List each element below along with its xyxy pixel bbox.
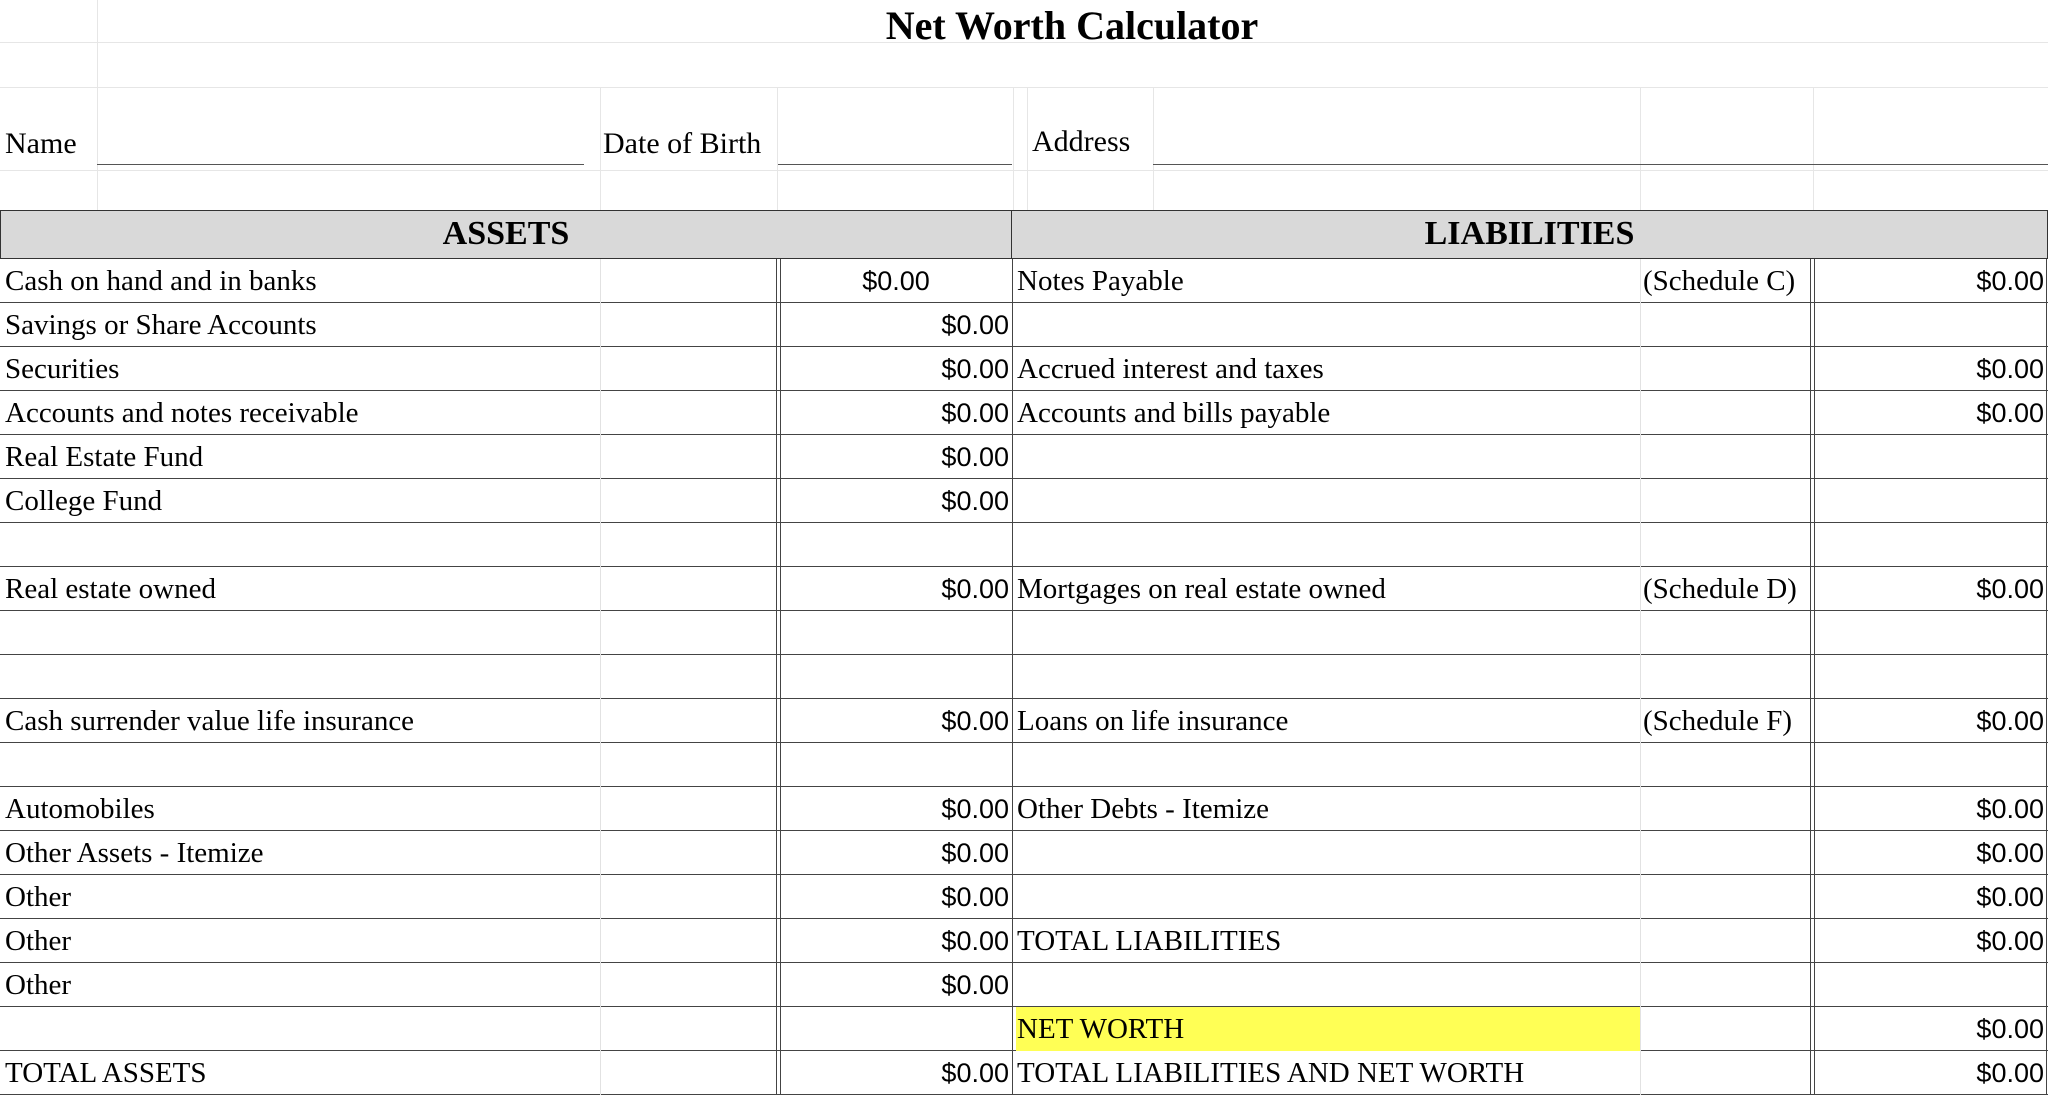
dob-label: Date of Birth bbox=[603, 127, 762, 160]
gridline bbox=[600, 611, 601, 655]
column-divider bbox=[2046, 259, 2047, 303]
gridline bbox=[600, 87, 601, 210]
gridline bbox=[1640, 259, 1641, 303]
column-divider bbox=[2046, 743, 2047, 787]
liability-value[interactable]: $0.00 bbox=[1976, 706, 2044, 736]
asset-value[interactable] bbox=[777, 655, 1009, 699]
column-divider bbox=[1012, 655, 1013, 699]
table-row bbox=[0, 523, 2048, 567]
asset-value[interactable] bbox=[777, 1007, 1009, 1051]
table-row bbox=[0, 699, 2048, 743]
table-row bbox=[0, 435, 2048, 479]
asset-label: Cash on hand and in banks bbox=[5, 265, 317, 297]
column-divider bbox=[1012, 1007, 1013, 1051]
gridline bbox=[1813, 87, 1814, 210]
gridline bbox=[600, 303, 601, 347]
liability-value[interactable] bbox=[1813, 655, 2044, 699]
asset-value[interactable]: $0.00 bbox=[941, 442, 1009, 472]
table-row bbox=[0, 611, 2048, 655]
gridline bbox=[777, 87, 778, 210]
asset-label: Securities bbox=[5, 353, 120, 385]
gridline bbox=[1640, 567, 1641, 611]
column-divider bbox=[2046, 435, 2047, 479]
table-row bbox=[0, 963, 2048, 1007]
liability-label: NET WORTH bbox=[1017, 1013, 1185, 1045]
gridline bbox=[600, 963, 601, 1007]
gridline bbox=[600, 347, 601, 391]
asset-value[interactable]: $0.00 bbox=[941, 970, 1009, 1000]
gridline bbox=[1640, 655, 1641, 699]
column-divider bbox=[2046, 699, 2047, 743]
address-input[interactable] bbox=[1153, 164, 2048, 165]
gridline bbox=[1640, 303, 1641, 347]
gridline bbox=[1640, 787, 1641, 831]
table-row bbox=[0, 1007, 2048, 1051]
column-divider bbox=[2046, 611, 2047, 655]
column-divider bbox=[2046, 347, 2047, 391]
column-divider bbox=[2046, 523, 2047, 567]
name-input[interactable] bbox=[97, 164, 584, 165]
column-divider bbox=[2046, 1007, 2047, 1051]
liability-label: TOTAL LIABILITIES bbox=[1017, 925, 1282, 957]
table-row bbox=[0, 303, 2048, 347]
column-divider bbox=[1012, 963, 1013, 1007]
table-row bbox=[0, 875, 2048, 919]
asset-label: Other bbox=[5, 881, 72, 913]
liability-value[interactable]: $0.00 bbox=[1976, 1014, 2044, 1044]
liability-label: Accrued interest and taxes bbox=[1017, 353, 1324, 385]
asset-label: Cash surrender value life insurance bbox=[5, 705, 415, 737]
asset-label: College Fund bbox=[5, 485, 163, 517]
gridline bbox=[600, 391, 601, 435]
column-divider bbox=[2046, 391, 2047, 435]
asset-label: Accounts and notes receivable bbox=[5, 397, 359, 429]
column-divider bbox=[1012, 523, 1013, 567]
name-label: Name bbox=[5, 127, 77, 160]
asset-label: Other bbox=[5, 925, 72, 957]
column-divider bbox=[1012, 699, 1013, 743]
gridline bbox=[600, 875, 601, 919]
asset-value[interactable] bbox=[777, 743, 1009, 787]
gridline bbox=[1640, 479, 1641, 523]
column-divider bbox=[2046, 1051, 2047, 1095]
gridline bbox=[600, 699, 601, 743]
table-row bbox=[0, 1051, 2048, 1095]
gridline bbox=[1640, 435, 1641, 479]
column-divider bbox=[2046, 567, 2047, 611]
asset-value[interactable]: $0.00 bbox=[941, 354, 1009, 384]
gridline bbox=[600, 567, 601, 611]
gridline bbox=[0, 170, 2048, 171]
column-divider bbox=[2046, 919, 2047, 963]
liability-value[interactable]: $0.00 bbox=[1976, 354, 2044, 384]
gridline bbox=[1640, 391, 1641, 435]
asset-value[interactable]: $0.00 bbox=[941, 486, 1009, 516]
gridline bbox=[600, 743, 601, 787]
asset-value[interactable]: $0.00 bbox=[941, 794, 1009, 824]
gridline bbox=[1027, 87, 1028, 210]
gridline bbox=[600, 523, 601, 567]
assets-header: ASSETS bbox=[0, 210, 1012, 259]
gridline bbox=[600, 1007, 601, 1051]
table-row bbox=[0, 259, 2048, 303]
gridline bbox=[600, 259, 601, 303]
gridline bbox=[1153, 87, 1154, 210]
dob-input[interactable] bbox=[778, 164, 1012, 165]
asset-value[interactable]: $0.00 bbox=[941, 310, 1009, 340]
column-divider bbox=[1012, 435, 1013, 479]
asset-value[interactable]: $0.00 bbox=[941, 574, 1009, 604]
liability-label: TOTAL LIABILITIES AND NET WORTH bbox=[1017, 1057, 1525, 1089]
liability-label: Loans on life insurance bbox=[1017, 705, 1289, 737]
liability-value[interactable]: $0.00 bbox=[1976, 926, 2044, 956]
gridline bbox=[1640, 875, 1641, 919]
column-divider bbox=[1012, 347, 1013, 391]
gridline bbox=[0, 87, 2048, 88]
gridline bbox=[1640, 1007, 1641, 1051]
liability-label: Other Debts - Itemize bbox=[1017, 793, 1270, 825]
asset-value[interactable]: $0.00 bbox=[941, 706, 1009, 736]
gridline bbox=[1640, 1051, 1641, 1095]
asset-value[interactable]: $0.00 bbox=[941, 882, 1009, 912]
liability-schedule: (Schedule C) bbox=[1643, 265, 1796, 297]
liability-value[interactable]: $0.00 bbox=[1976, 838, 2044, 868]
column-divider bbox=[1012, 391, 1013, 435]
column-divider bbox=[1012, 303, 1013, 347]
column-divider bbox=[1012, 875, 1013, 919]
gridline bbox=[1640, 347, 1641, 391]
asset-value[interactable]: $0.00 bbox=[862, 266, 930, 296]
asset-label: Real Estate Fund bbox=[5, 441, 204, 473]
liability-value[interactable] bbox=[1813, 303, 2044, 347]
liability-value[interactable] bbox=[1813, 963, 2044, 1007]
gridline bbox=[600, 479, 601, 523]
column-divider bbox=[2046, 655, 2047, 699]
liability-value[interactable] bbox=[1813, 523, 2044, 567]
column-divider bbox=[1012, 1051, 1013, 1095]
table-row bbox=[0, 831, 2048, 875]
table-row bbox=[0, 655, 2048, 699]
gridline bbox=[1640, 87, 1641, 210]
column-divider bbox=[1012, 479, 1013, 523]
gridline bbox=[1013, 87, 1014, 210]
table-row bbox=[0, 391, 2048, 435]
table-row bbox=[0, 919, 2048, 963]
liability-value[interactable] bbox=[1813, 743, 2044, 787]
liability-schedule: (Schedule D) bbox=[1643, 573, 1797, 605]
asset-value[interactable]: $0.00 bbox=[941, 398, 1009, 428]
asset-label: TOTAL ASSETS bbox=[5, 1057, 207, 1089]
table-row bbox=[0, 479, 2048, 523]
liability-label: Mortgages on real estate owned bbox=[1017, 573, 1386, 605]
column-divider bbox=[1012, 567, 1013, 611]
column-divider bbox=[1012, 919, 1013, 963]
gridline bbox=[600, 919, 601, 963]
asset-label: Real estate owned bbox=[5, 573, 216, 605]
column-divider bbox=[1012, 831, 1013, 875]
table-row bbox=[0, 347, 2048, 391]
page-title: Net Worth Calculator bbox=[885, 3, 1259, 48]
liability-value[interactable] bbox=[1813, 479, 2044, 523]
asset-label: Other Assets - Itemize bbox=[5, 837, 264, 869]
asset-label: Other bbox=[5, 969, 72, 1001]
asset-value[interactable]: $0.00 bbox=[941, 926, 1009, 956]
gridline bbox=[600, 787, 601, 831]
asset-label: Automobiles bbox=[5, 793, 155, 825]
liability-schedule: (Schedule F) bbox=[1643, 705, 1792, 737]
liability-value[interactable]: $0.00 bbox=[1976, 266, 2044, 296]
gridline bbox=[1640, 831, 1641, 875]
gridline bbox=[600, 831, 601, 875]
liability-value[interactable]: $0.00 bbox=[1976, 1058, 2044, 1088]
table-row bbox=[0, 567, 2048, 611]
address-label: Address bbox=[1032, 125, 1131, 158]
column-divider bbox=[2046, 303, 2047, 347]
gridline bbox=[600, 435, 601, 479]
gridline bbox=[1640, 523, 1641, 567]
column-divider bbox=[2046, 875, 2047, 919]
column-divider bbox=[1012, 259, 1013, 303]
gridline bbox=[600, 1051, 601, 1095]
column-divider bbox=[1012, 787, 1013, 831]
gridline bbox=[600, 655, 601, 699]
table-row bbox=[0, 787, 2048, 831]
gridline bbox=[1640, 963, 1641, 1007]
gridline bbox=[1640, 699, 1641, 743]
table-row bbox=[0, 743, 2048, 787]
liability-value[interactable] bbox=[1813, 435, 2044, 479]
asset-value[interactable] bbox=[777, 611, 1009, 655]
liability-label: Notes Payable bbox=[1017, 265, 1184, 297]
liability-value[interactable]: $0.00 bbox=[1976, 882, 2044, 912]
column-divider bbox=[1012, 743, 1013, 787]
liability-label: Accounts and bills payable bbox=[1017, 397, 1331, 429]
column-divider bbox=[2046, 787, 2047, 831]
gridline bbox=[1640, 611, 1641, 655]
liability-value[interactable]: $0.00 bbox=[1976, 794, 2044, 824]
liability-value[interactable]: $0.00 bbox=[1976, 574, 2044, 604]
column-divider bbox=[2046, 831, 2047, 875]
column-divider bbox=[2046, 479, 2047, 523]
asset-label: Savings or Share Accounts bbox=[5, 309, 317, 341]
liabilities-header: LIABILITIES bbox=[1012, 210, 2048, 259]
liability-value[interactable] bbox=[1813, 611, 2044, 655]
gridline bbox=[1640, 919, 1641, 963]
liability-value[interactable]: $0.00 bbox=[1976, 398, 2044, 428]
asset-value[interactable]: $0.00 bbox=[941, 1058, 1009, 1088]
column-divider bbox=[2046, 963, 2047, 1007]
asset-value[interactable] bbox=[777, 523, 1009, 567]
gridline bbox=[1640, 743, 1641, 787]
asset-value[interactable]: $0.00 bbox=[941, 838, 1009, 868]
column-divider bbox=[1012, 611, 1013, 655]
